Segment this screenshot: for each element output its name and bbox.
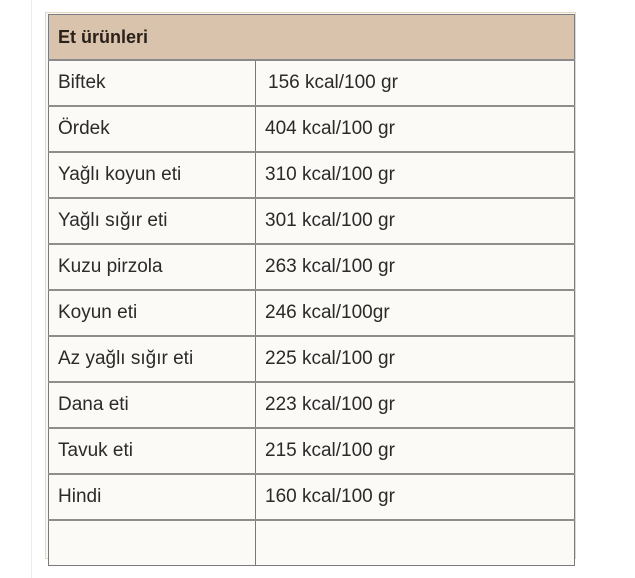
table-row bbox=[49, 106, 575, 152]
calorie-value-cell: 301 kcal/100 gr bbox=[256, 198, 575, 244]
food-name-cell: Dana eti bbox=[49, 382, 256, 428]
calorie-value-cell: 215 kcal/100 gr bbox=[256, 428, 575, 474]
table-title: Et ürünleri bbox=[49, 15, 575, 61]
calorie-value-cell: 223 kcal/100 gr bbox=[256, 382, 575, 428]
food-name-cell bbox=[49, 520, 256, 566]
calorie-value-cell: 263 kcal/100 gr bbox=[256, 244, 575, 290]
table-row bbox=[49, 290, 575, 336]
calorie-value-cell: 156 kcal/100 gr bbox=[256, 60, 575, 106]
table-header-row bbox=[49, 15, 575, 61]
food-name-cell: Hindi bbox=[49, 474, 256, 520]
food-name-cell: Tavuk eti bbox=[49, 428, 256, 474]
table-row bbox=[49, 428, 575, 474]
calorie-value-cell: 310 kcal/100 gr bbox=[256, 152, 575, 198]
table-row bbox=[49, 198, 575, 244]
food-name-cell: Kuzu pirzola bbox=[49, 244, 256, 290]
calorie-value-cell: 160 kcal/100 gr bbox=[256, 474, 575, 520]
table-row bbox=[49, 60, 575, 106]
food-name-cell: Ördek bbox=[49, 106, 256, 152]
food-name-cell: Az yağlı sığır eti bbox=[49, 336, 256, 382]
calorie-value-cell: 246 kcal/100gr bbox=[256, 290, 575, 336]
calorie-value-cell: 404 kcal/100 gr bbox=[256, 106, 575, 152]
table-row bbox=[49, 382, 575, 428]
table-row bbox=[49, 474, 575, 520]
page-left-divider bbox=[31, 0, 32, 578]
food-name-cell: Biftek bbox=[49, 60, 256, 106]
calorie-value-cell: 225 kcal/100 gr bbox=[256, 336, 575, 382]
food-name-cell: Koyun eti bbox=[49, 290, 256, 336]
food-name-cell: Yağlı koyun eti bbox=[49, 152, 256, 198]
table-row bbox=[49, 152, 575, 198]
food-name-cell: Yağlı sığır eti bbox=[49, 198, 256, 244]
calorie-value-cell bbox=[256, 520, 575, 566]
table-row bbox=[49, 336, 575, 382]
calorie-table bbox=[48, 14, 575, 566]
table-row-empty bbox=[49, 520, 575, 566]
table-row bbox=[49, 244, 575, 290]
